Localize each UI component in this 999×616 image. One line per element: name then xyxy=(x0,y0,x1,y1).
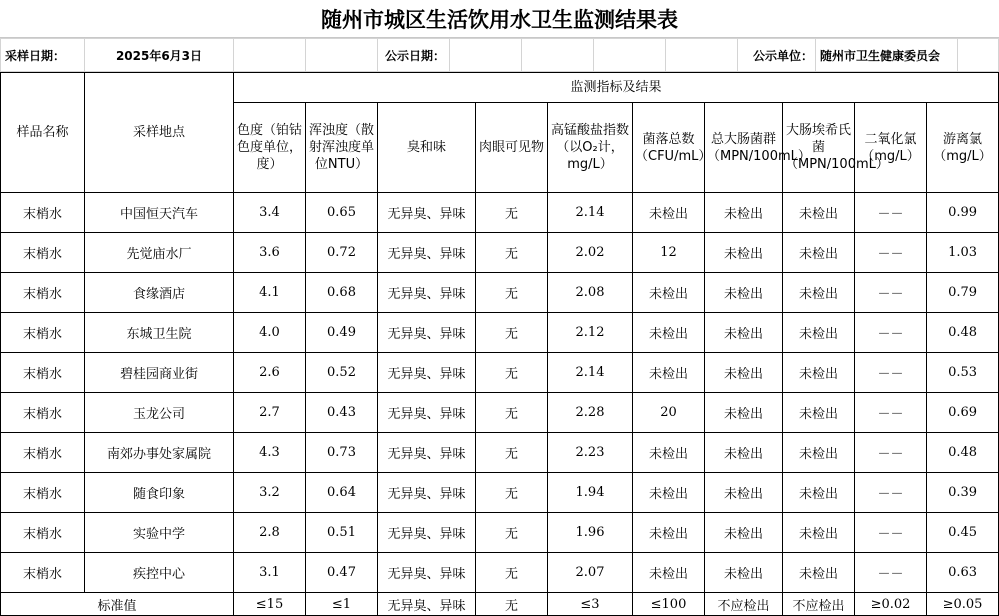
cell-ecoli[interactable]: 未检出 xyxy=(783,393,855,433)
cell-odor[interactable]: 无异臭、异味 xyxy=(378,273,476,313)
standard-value[interactable]: 不应检出 xyxy=(783,593,855,616)
cell-coliform[interactable]: 未检出 xyxy=(705,433,783,473)
cell-odor[interactable]: 无异臭、异味 xyxy=(378,513,476,553)
header-indicator: 浑浊度（散射浑浊度单位NTU） xyxy=(306,103,378,193)
cell-odor[interactable]: 无异臭、异味 xyxy=(378,233,476,273)
cell-coliform[interactable]: 未检出 xyxy=(705,553,783,593)
standard-value[interactable]: ≤3 xyxy=(548,593,633,616)
cell-visible[interactable]: 无 xyxy=(476,513,548,553)
cell-permanganate[interactable]: 2.14 xyxy=(548,353,633,393)
cell-clo2[interactable]: －－ xyxy=(855,553,927,593)
standard-value[interactable]: 不应检出 xyxy=(705,593,783,616)
header-indicator: 二氧化氯（mg/L） xyxy=(855,103,927,193)
cell-sample[interactable]: 末梢水 xyxy=(1,233,85,273)
cell-coliform[interactable]: 未检出 xyxy=(705,393,783,433)
cell-free-cl[interactable]: 0.48 xyxy=(927,313,999,353)
table-row xyxy=(1,553,999,593)
cell-sample[interactable]: 末梢水 xyxy=(1,313,85,353)
cell-clo2[interactable]: －－ xyxy=(855,513,927,553)
table-row xyxy=(1,393,999,433)
cell-visible[interactable]: 无 xyxy=(476,273,548,313)
cell-turbidity[interactable]: 0.64 xyxy=(306,473,378,513)
header-indicator: 肉眼可见物 xyxy=(476,103,548,193)
cell-free-cl[interactable]: 0.79 xyxy=(927,273,999,313)
cell-permanganate[interactable]: 1.96 xyxy=(548,513,633,553)
cell-ecoli[interactable]: 未检出 xyxy=(783,313,855,353)
cell-clo2[interactable]: －－ xyxy=(855,393,927,433)
results-table xyxy=(0,72,999,616)
cell-color[interactable]: 2.7 xyxy=(234,393,306,433)
cell-location[interactable]: 先觉庙水厂 xyxy=(85,233,234,273)
cell-visible[interactable]: 无 xyxy=(476,393,548,433)
cell-ecoli[interactable]: 未检出 xyxy=(783,353,855,393)
cell-location[interactable]: 南郊办事处家属院 xyxy=(85,433,234,473)
sample-date-value[interactable]: 2025年6月3日 xyxy=(85,39,234,72)
cell-coliform[interactable]: 未检出 xyxy=(705,473,783,513)
cell-turbidity[interactable]: 0.49 xyxy=(306,313,378,353)
meta-info-row xyxy=(0,38,999,72)
cell-free-cl[interactable]: 0.48 xyxy=(927,433,999,473)
cell-colony[interactable]: 未检出 xyxy=(633,273,705,313)
cell-color[interactable]: 4.3 xyxy=(234,433,306,473)
header-indicator: 总大肠菌群（MPN/100mL） xyxy=(705,103,783,193)
cell-odor[interactable]: 无异臭、异味 xyxy=(378,553,476,593)
cell-turbidity[interactable]: 0.73 xyxy=(306,433,378,473)
cell-ecoli[interactable]: 未检出 xyxy=(783,273,855,313)
standard-value[interactable]: ≥0.02 xyxy=(855,593,927,616)
table-row xyxy=(1,513,999,553)
cell-ecoli[interactable]: 未检出 xyxy=(783,193,855,233)
cell-odor[interactable]: 无异臭、异味 xyxy=(378,433,476,473)
standard-value[interactable]: 无异臭、异味 xyxy=(378,593,476,616)
cell-clo2[interactable]: －－ xyxy=(855,473,927,513)
cell-location[interactable]: 中国恒天汽车 xyxy=(85,193,234,233)
cell-colony[interactable]: 未检出 xyxy=(633,353,705,393)
cell-coliform[interactable]: 未检出 xyxy=(705,353,783,393)
cell-free-cl[interactable]: 0.63 xyxy=(927,553,999,593)
cell-turbidity[interactable]: 0.43 xyxy=(306,393,378,433)
table-row xyxy=(1,313,999,353)
cell-permanganate[interactable]: 2.12 xyxy=(548,313,633,353)
table-row xyxy=(1,233,999,273)
cell-turbidity[interactable]: 0.47 xyxy=(306,553,378,593)
cell-colony[interactable]: 未检出 xyxy=(633,473,705,513)
cell-sample[interactable]: 末梢水 xyxy=(1,393,85,433)
cell-ecoli[interactable]: 未检出 xyxy=(783,513,855,553)
table-row xyxy=(1,273,999,313)
cell-permanganate[interactable]: 1.94 xyxy=(548,473,633,513)
cell-color[interactable]: 3.6 xyxy=(234,233,306,273)
header-indicator: 臭和味 xyxy=(378,103,476,193)
publisher-value[interactable]: 随州市卫生健康委员会 xyxy=(816,39,958,72)
cell-permanganate[interactable]: 2.23 xyxy=(548,433,633,473)
cell-odor[interactable]: 无异臭、异味 xyxy=(378,473,476,513)
page-title: 随州市城区生活饮用水卫生监测结果表 xyxy=(0,0,999,38)
cell-sample[interactable]: 末梢水 xyxy=(1,433,85,473)
cell-odor[interactable]: 无异臭、异味 xyxy=(378,353,476,393)
cell-location[interactable]: 疾控中心 xyxy=(85,553,234,593)
cell-sample[interactable]: 末梢水 xyxy=(1,193,85,233)
cell-location[interactable]: 实验中学 xyxy=(85,513,234,553)
cell-visible[interactable]: 无 xyxy=(476,353,548,393)
sample-date-label: 采样日期： xyxy=(1,39,85,72)
header-location: 采样地点 xyxy=(85,73,234,193)
cell-coliform[interactable]: 未检出 xyxy=(705,233,783,273)
cell-ecoli[interactable]: 未检出 xyxy=(783,473,855,513)
cell-turbidity[interactable]: 0.52 xyxy=(306,353,378,393)
cell-color[interactable]: 3.1 xyxy=(234,553,306,593)
standard-label: 标准值 xyxy=(1,593,234,616)
cell-sample[interactable]: 末梢水 xyxy=(1,273,85,313)
cell-location[interactable]: 玉龙公司 xyxy=(85,393,234,433)
cell-free-cl[interactable]: 0.45 xyxy=(927,513,999,553)
publisher-label: 公示单位： xyxy=(738,39,816,72)
cell-free-cl[interactable]: 0.99 xyxy=(927,193,999,233)
cell-location[interactable]: 食缘酒店 xyxy=(85,273,234,313)
cell-colony[interactable]: 未检出 xyxy=(633,433,705,473)
cell-sample[interactable]: 末梢水 xyxy=(1,513,85,553)
cell-sample[interactable]: 末梢水 xyxy=(1,553,85,593)
cell-visible[interactable]: 无 xyxy=(476,433,548,473)
cell-permanganate[interactable]: 2.02 xyxy=(548,233,633,273)
cell-colony[interactable]: 未检出 xyxy=(633,193,705,233)
cell-free-cl[interactable]: 1.03 xyxy=(927,233,999,273)
cell-coliform[interactable]: 未检出 xyxy=(705,273,783,313)
cell-sample[interactable]: 末梢水 xyxy=(1,473,85,513)
cell-free-cl[interactable]: 0.39 xyxy=(927,473,999,513)
cell-sample[interactable]: 末梢水 xyxy=(1,353,85,393)
cell-coliform[interactable]: 未检出 xyxy=(705,513,783,553)
results-body xyxy=(1,193,999,616)
standard-value[interactable]: ≤100 xyxy=(633,593,705,616)
cell-color[interactable]: 4.0 xyxy=(234,313,306,353)
header-indicator: 高锰酸盐指数（以O₂计，mg/L） xyxy=(548,103,633,193)
header-indicator: 游离氯（mg/L） xyxy=(927,103,999,193)
standard-value[interactable]: ≤15 xyxy=(234,593,306,616)
cell-ecoli[interactable]: 未检出 xyxy=(783,433,855,473)
cell-permanganate[interactable]: 2.14 xyxy=(548,193,633,233)
cell-colony[interactable]: 12 xyxy=(633,233,705,273)
standard-row xyxy=(1,593,999,616)
cell-visible[interactable]: 无 xyxy=(476,473,548,513)
cell-permanganate[interactable]: 2.28 xyxy=(548,393,633,433)
standard-value[interactable]: ≤1 xyxy=(306,593,378,616)
cell-color[interactable]: 3.4 xyxy=(234,193,306,233)
cell-odor[interactable]: 无异臭、异味 xyxy=(378,393,476,433)
table-row xyxy=(1,473,999,513)
cell-clo2[interactable]: －－ xyxy=(855,233,927,273)
cell-clo2[interactable]: －－ xyxy=(855,273,927,313)
cell-visible[interactable]: 无 xyxy=(476,313,548,353)
cell-visible[interactable]: 无 xyxy=(476,553,548,593)
cell-location[interactable]: 东城卫生院 xyxy=(85,313,234,353)
header-indicator: 大肠埃希氏菌（MPN/100mL） xyxy=(783,103,855,193)
table-row xyxy=(1,353,999,393)
cell-ecoli[interactable]: 未检出 xyxy=(783,233,855,273)
cell-odor[interactable]: 无异臭、异味 xyxy=(378,193,476,233)
table-row xyxy=(1,433,999,473)
cell-turbidity[interactable]: 0.72 xyxy=(306,233,378,273)
cell-free-cl[interactable]: 0.69 xyxy=(927,393,999,433)
cell-permanganate[interactable]: 2.08 xyxy=(548,273,633,313)
cell-turbidity[interactable]: 0.68 xyxy=(306,273,378,313)
cell-colony[interactable]: 20 xyxy=(633,393,705,433)
cell-turbidity[interactable]: 0.65 xyxy=(306,193,378,233)
cell-clo2[interactable]: －－ xyxy=(855,313,927,353)
cell-clo2[interactable]: －－ xyxy=(855,433,927,473)
cell-clo2[interactable]: －－ xyxy=(855,353,927,393)
cell-location[interactable]: 碧桂园商业街 xyxy=(85,353,234,393)
cell-odor[interactable]: 无异臭、异味 xyxy=(378,313,476,353)
cell-colony[interactable]: 未检出 xyxy=(633,553,705,593)
cell-colony[interactable]: 未检出 xyxy=(633,513,705,553)
cell-visible[interactable]: 无 xyxy=(476,193,548,233)
cell-free-cl[interactable]: 0.53 xyxy=(927,353,999,393)
header-sample-name: 样品名称 xyxy=(1,73,85,193)
cell-permanganate[interactable]: 2.07 xyxy=(548,553,633,593)
cell-location[interactable]: 随食印象 xyxy=(85,473,234,513)
cell-visible[interactable]: 无 xyxy=(476,233,548,273)
table-row xyxy=(1,193,999,233)
cell-turbidity[interactable]: 0.51 xyxy=(306,513,378,553)
header-indicator: 菌落总数（CFU/mL） xyxy=(633,103,705,193)
cell-color[interactable]: 2.6 xyxy=(234,353,306,393)
header-indicator-group: 监测指标及结果 xyxy=(234,73,999,103)
publish-date-value[interactable] xyxy=(450,39,522,72)
cell-color[interactable]: 3.2 xyxy=(234,473,306,513)
cell-clo2[interactable]: －－ xyxy=(855,193,927,233)
cell-color[interactable]: 4.1 xyxy=(234,273,306,313)
standard-value[interactable]: ≥0.05 xyxy=(927,593,999,616)
cell-ecoli[interactable]: 未检出 xyxy=(783,553,855,593)
cell-colony[interactable]: 未检出 xyxy=(633,313,705,353)
cell-coliform[interactable]: 未检出 xyxy=(705,313,783,353)
header-indicator: 色度（铂钴色度单位，度） xyxy=(234,103,306,193)
cell-color[interactable]: 2.8 xyxy=(234,513,306,553)
standard-value[interactable]: 无 xyxy=(476,593,548,616)
cell-coliform[interactable]: 未检出 xyxy=(705,193,783,233)
publish-date-label: 公示日期： xyxy=(378,39,450,72)
